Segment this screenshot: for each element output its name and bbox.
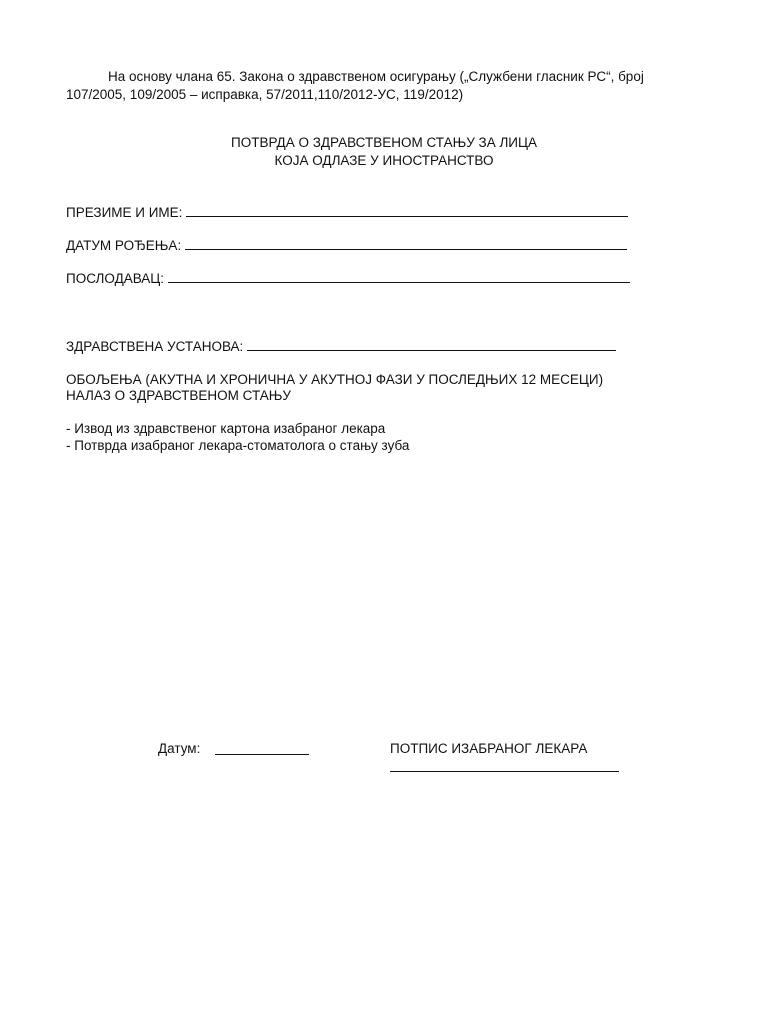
dob-label: ДАТУМ РОЂЕЊА: bbox=[66, 238, 182, 253]
health-findings-heading: НАЛАЗ О ЗДРАВСТВЕНОМ СТАЊУ bbox=[66, 388, 291, 403]
employer-blank-line[interactable] bbox=[168, 269, 630, 283]
dob-blank-line[interactable] bbox=[185, 236, 627, 250]
name-field bbox=[66, 203, 628, 222]
intro-line-2 bbox=[66, 86, 463, 104]
diseases-heading: ОБОЉЕЊА (АКУТНА И ХРОНИЧНА У АКУТНОЈ ФАЗИ У ПОСЛЕДЊИХ 12 МЕСЕЦИ) bbox=[66, 372, 604, 387]
signature-label: ПОТПИС ИЗАБРАНОГ ЛЕКАРА bbox=[390, 741, 588, 756]
list-item-dentist-confirmation: - Потврда изабраног лекара-стоматолога о стању зуба bbox=[66, 438, 410, 453]
intro-line-1-text: На основу члана 65. Закона о здравственом осигурању („Службени гласник РС“, број bbox=[108, 69, 644, 84]
document-title-line-2: КОЈА ОДЛАЗЕ У ИНОСТРАНСТВО bbox=[274, 153, 494, 168]
intro-line-1 bbox=[108, 68, 644, 86]
employer-field bbox=[66, 269, 630, 288]
date-blank-line[interactable] bbox=[215, 741, 309, 755]
institution-blank-line[interactable] bbox=[247, 337, 616, 351]
date-label: Датум: bbox=[158, 741, 201, 756]
employer-label: ПОСЛОДАВАЦ: bbox=[66, 271, 165, 286]
signature-blank-line[interactable] bbox=[390, 758, 619, 772]
institution-label: ЗДРАВСТВЕНА УСТАНОВА: bbox=[66, 339, 244, 354]
dob-field bbox=[66, 236, 627, 255]
intro-line-2-text: 107/2005, 109/2005 – исправка, 57/2011,110/2012-УС, 119/2012) bbox=[66, 87, 464, 102]
institution-field bbox=[66, 337, 616, 356]
document-title-line-1: ПОТВРДА О ЗДРАВСТВЕНОМ СТАЊУ ЗА ЛИЦА bbox=[231, 135, 537, 150]
name-blank-line[interactable] bbox=[186, 203, 628, 217]
name-label: ПРЕЗИМЕ И ИМЕ: bbox=[66, 205, 183, 220]
date-field bbox=[158, 740, 200, 758]
list-item-extract: - Извод из здравственог картона изабраног лекара bbox=[66, 421, 386, 436]
